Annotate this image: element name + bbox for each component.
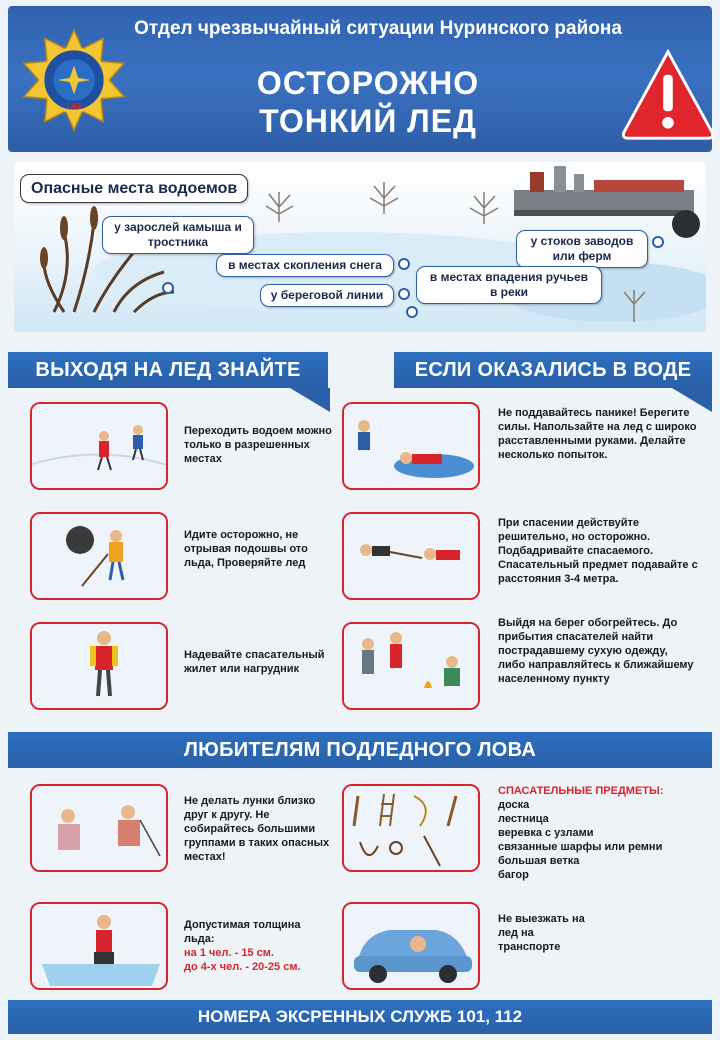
rescue-items-title: СПАСАТЕЛЬНЫЕ ПРЕДМЕТЫ:	[498, 785, 664, 797]
marker-dot	[162, 282, 174, 294]
marker-dot	[652, 236, 664, 248]
thickness-label: Допустимая толщина льда:	[184, 919, 301, 945]
walking-person-illustration	[32, 514, 168, 600]
ice-fisher-illustration	[32, 904, 168, 990]
rescue-items-list	[498, 784, 698, 882]
exclamation-triangle-icon	[620, 46, 716, 142]
rescue-items-illustration	[344, 786, 480, 872]
department-name: Отдел чрезвычайный ситуации Нуринского района	[134, 18, 622, 39]
advice-warm-up: Выйдя на берег обогрейтесь. До прибытия спасателей найти пострадавшему сухую одежду, либо направляйтесь к ближайшему населенному пункту	[498, 617, 694, 685]
emergency-emblem-icon	[22, 28, 126, 132]
life-vest-person-illustration	[32, 624, 168, 710]
advice-allowed-places: Переходить водоем можно только в разрешенных местах	[184, 425, 332, 465]
rescue-illustration	[344, 514, 480, 600]
marker-dot	[406, 306, 418, 318]
svg-text:ТЖК: ТЖК	[65, 101, 83, 112]
rescue-item: багор	[498, 869, 529, 881]
campfire-illustration	[344, 624, 480, 710]
place-reeds: у зарослей камыша и тростника	[102, 216, 254, 254]
advice-life-vest: Надевайте спасательный жилет или нагрудник	[184, 649, 325, 675]
dangerous-places-title: Опасные места водоемов	[20, 174, 248, 203]
banner-corner	[290, 388, 330, 412]
advice-no-panic: Не поддавайтесь панике! Берегите силы. Напользайте на лед с широко расставленными руками. Делайте несколько попыток.	[498, 407, 697, 461]
section-on-ice-title: ВЫХОДЯ НА ЛЕД ЗНАЙТЕ	[8, 352, 328, 388]
emergency-numbers-footer: НОМЕРА ЭКСРЕННЫХ СЛУЖБ 101, 112	[8, 1000, 712, 1034]
place-snow: в местах скопления снега	[216, 254, 394, 277]
marker-dot	[398, 258, 410, 270]
advice-walk-carefully: Идите осторожно, не отрывая подошвы ото льда, Проверяйте лед	[184, 529, 308, 569]
card-rescue	[342, 512, 480, 600]
rescue-item: большая ветка	[498, 855, 580, 867]
dangerous-places-scene	[14, 162, 706, 332]
advice-no-vehicle: Не выезжать на лед на транспорте	[498, 913, 585, 953]
header-banner	[8, 6, 712, 152]
section-fishing-title: ЛЮБИТЕЛЯМ ПОДЛЕДНОГО ЛОВА	[8, 732, 712, 768]
thickness-one-person: на 1 чел. - 15 см.	[184, 947, 274, 959]
place-shore: у береговой линии	[260, 284, 394, 307]
title-line-1: ОСТОРОЖНО	[256, 65, 480, 101]
card-warm-up	[342, 622, 480, 710]
rescue-item: доска	[498, 799, 530, 811]
card-walk-carefully	[30, 512, 168, 600]
ice-thickness-info	[184, 918, 334, 974]
thickness-four-people: до 4-х чел. - 20-25 см.	[184, 961, 301, 973]
card-holes	[30, 784, 168, 872]
person-in-water-illustration	[344, 404, 480, 490]
place-factory-drains: у стоков заводов или ферм	[516, 230, 648, 268]
advice-holes: Не делать лунки близко друг к другу. Не собирайтесь большими группами в таких опасных местах!	[184, 795, 330, 863]
place-streams: в местах впадения ручьев в реки	[416, 266, 602, 304]
card-allowed-places	[30, 402, 168, 490]
card-life-vest	[30, 622, 168, 710]
title-line-2: ТОНКИЙ ЛЕД	[259, 103, 477, 139]
rescue-item: связанные шарфы или ремни	[498, 841, 663, 853]
card-no-panic	[342, 402, 480, 490]
marker-dot	[398, 288, 410, 300]
advice-rescue: При спасении действуйте решительно, но осторожно. Подбадривайте спасаемого. Спасательный предмет подавайте с расстояния 3-4 метра.	[498, 517, 698, 585]
rescue-item: веревка с узлами	[498, 827, 594, 839]
page-title	[208, 64, 528, 140]
rescue-item: лестница	[498, 813, 549, 825]
car-on-ice-illustration	[344, 904, 480, 990]
card-ice-thickness	[30, 902, 168, 990]
skiers-illustration	[32, 404, 168, 490]
section-in-water-title: ЕСЛИ ОКАЗАЛИСЬ В ВОДЕ	[394, 352, 712, 388]
card-rescue-items	[342, 784, 480, 872]
card-no-vehicle	[342, 902, 480, 990]
fishermen-illustration	[32, 786, 168, 872]
